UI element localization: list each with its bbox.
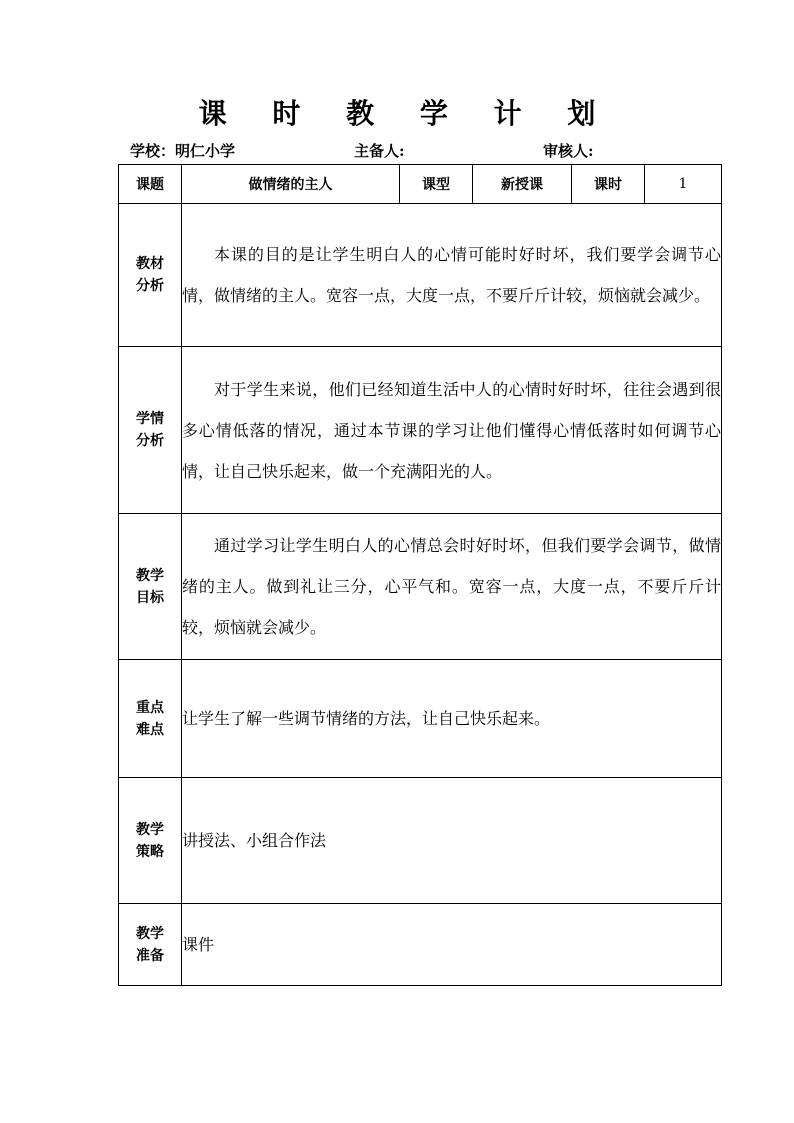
table-row: [119, 904, 722, 986]
table-row: [119, 514, 722, 660]
table-row: [119, 660, 722, 778]
type-value: 新授课: [473, 165, 572, 204]
row-label-line: 难点: [136, 721, 164, 738]
row-label: [119, 904, 182, 986]
row-content: 课件: [182, 904, 722, 986]
row-label-line: 教学: [136, 925, 164, 942]
row-content: 让学生了解一些调节情绪的方法，让自己快乐起来。: [182, 660, 722, 778]
row-content: 本课的目的是让学生明白人的心情可能时好时坏，我们要学会调节心情，做情绪的主人。宽容一点，大度一点，不要斤斤计较，烦恼就会减少。: [182, 204, 722, 347]
row-content: 讲授法、小组合作法: [182, 778, 722, 904]
school-label: 学校：: [130, 142, 176, 160]
topic-value: 做情绪的主人: [182, 165, 400, 204]
row-label: [119, 347, 182, 514]
preparer-label: 主备人:: [354, 142, 405, 160]
table-row: [119, 204, 722, 347]
header-row: [119, 165, 722, 204]
row-label-line: 重点: [136, 699, 164, 716]
reviewer-field: [543, 140, 594, 161]
row-content: 通过学习让学生明白人的心情总会时好时坏，但我们要学会调节，做情绪的主人。做到礼让三分，心平气和。宽容一点，大度一点，不要斤斤计较，烦恼就会减少。: [182, 514, 722, 660]
table-row: [119, 347, 722, 514]
row-label: [119, 204, 182, 347]
row-label: [119, 514, 182, 660]
preparer-field: [354, 140, 405, 161]
type-label: 课型: [400, 165, 473, 204]
topic-label: 课题: [119, 165, 182, 204]
reviewer-label: 审核人:: [543, 142, 594, 160]
lesson-plan-table: [118, 164, 722, 986]
row-label-line: 学情: [136, 411, 164, 427]
row-label-line: 目标: [136, 589, 164, 606]
row-label-line: 教学: [136, 567, 164, 584]
table-row: [119, 778, 722, 904]
row-label-line: 教材: [136, 256, 164, 272]
row-label: [119, 660, 182, 778]
row-label: [119, 778, 182, 904]
school-value: 明仁小学: [175, 142, 236, 160]
row-label-line: 教学: [136, 821, 164, 838]
row-label-line: 策略: [136, 843, 164, 860]
school-field: [130, 140, 235, 161]
row-label-line: 准备: [136, 947, 164, 964]
row-label-line: 分析: [136, 278, 164, 294]
row-content: 对于学生来说，他们已经知道生活中人的心情时好时坏，往往会遇到很多心情低落的情况，通过本节课的学习让他们懂得心情低落时如何调节心情，让自己快乐起来，做一个充满阳光的人。: [182, 347, 722, 514]
page-title: 课 时 教 学 计 划: [198, 97, 614, 130]
hours-value: 1: [645, 165, 722, 204]
row-label-line: 分析: [136, 433, 164, 449]
hours-label: 课时: [572, 165, 645, 204]
